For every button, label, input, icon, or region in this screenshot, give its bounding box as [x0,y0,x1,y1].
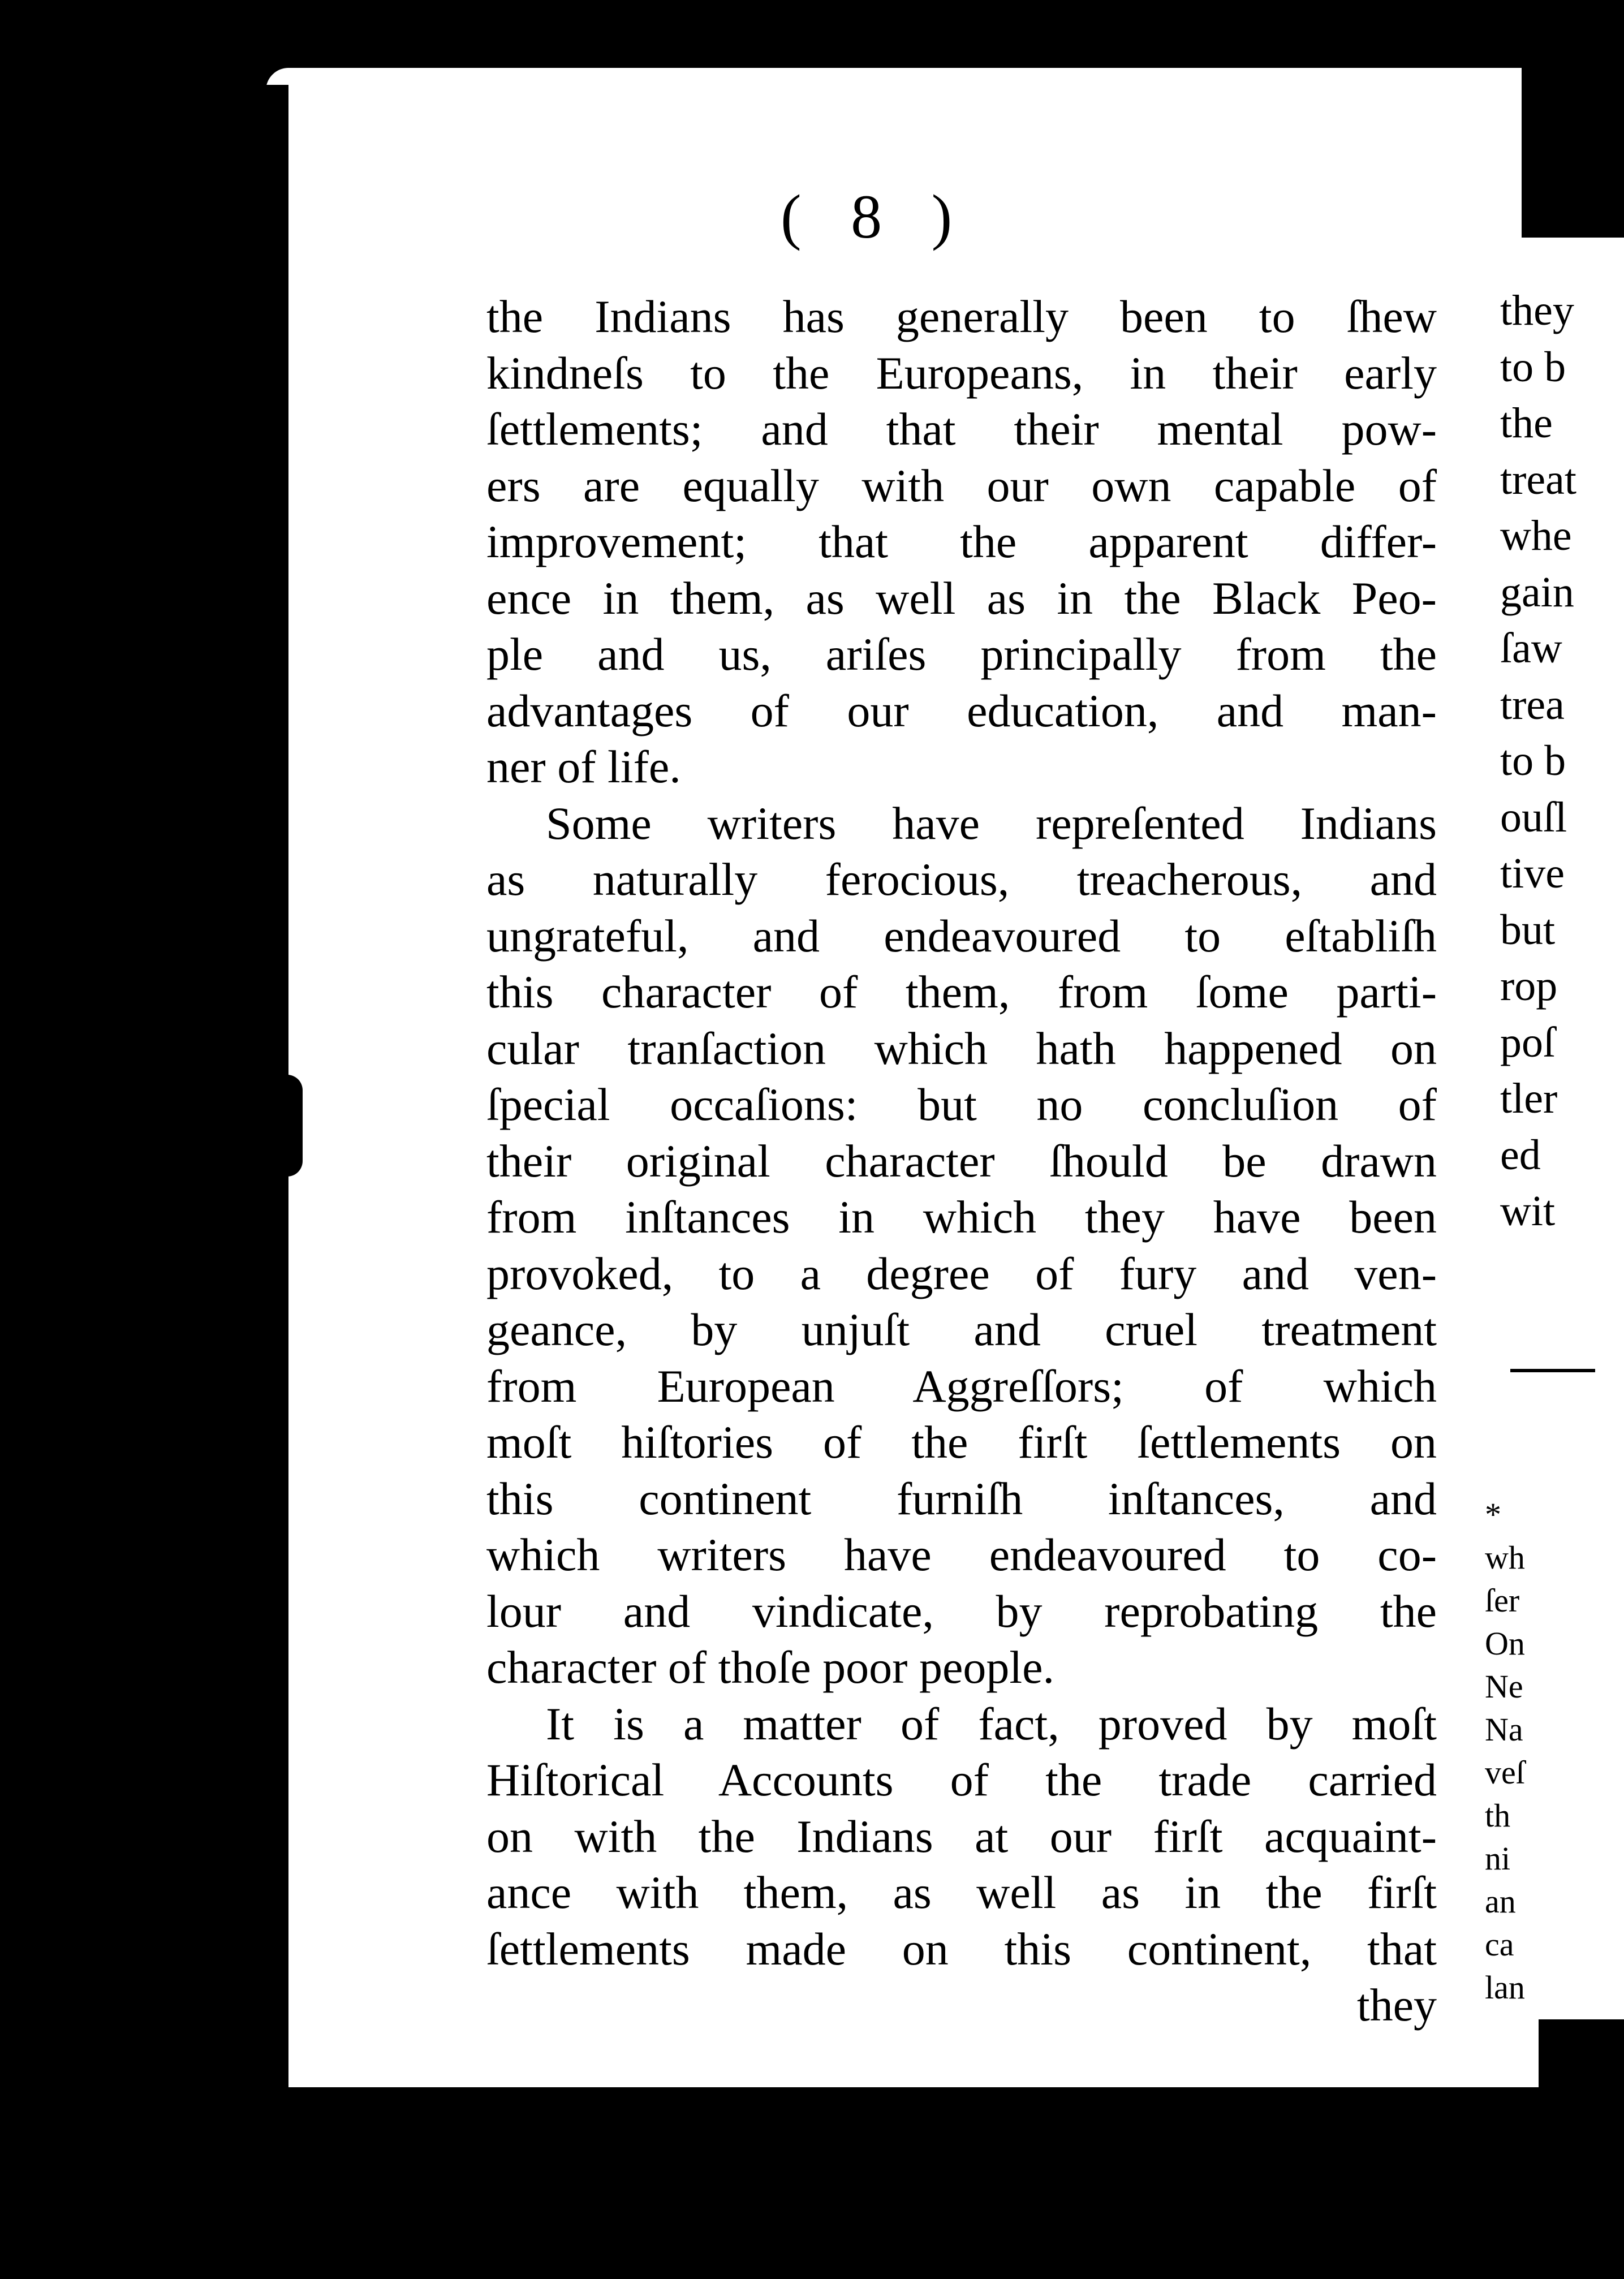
text-line: improvement; that the apparent differ- [486,516,1437,567]
facing-text-line: ed [1500,1131,1541,1179]
text-line: from inſtances in which they have been [486,1191,1437,1243]
facing-text-line: poſ [1500,1018,1556,1066]
footnote-line: veſ [1485,1754,1525,1791]
footnote-line: wh [1485,1539,1525,1576]
page-number: ( 8 ) [781,182,970,251]
text-line: geance, by unjuſt and cruel treatment [486,1304,1437,1355]
facing-text-line: to b [1500,343,1566,391]
facing-text-line: ouſl [1500,793,1567,841]
footnote-line: Ne [1485,1668,1523,1705]
text-line: kindneſs to the Europeans, in their early [486,347,1437,399]
catchword: they [1356,1979,1437,2031]
facing-page-footnote [1485,1493,1624,2009]
footnote-line: On [1485,1625,1525,1662]
text-line: ence in them, as well as in the Black Peo- [486,572,1437,624]
text-line: on with the Indians at our firſt acquaint- [486,1810,1437,1862]
text-line: ers are equally with our own capable of [486,459,1437,511]
facing-text-line: to b [1500,737,1566,785]
facing-text-line: whe [1500,512,1572,559]
text-line: ſpecial occaſions: but no concluſion of [486,1079,1437,1130]
facing-text-line: but [1500,906,1556,954]
text-line: moſt hiſtories of the firſt ſettlements on [486,1416,1437,1468]
facing-text-line: rop [1500,962,1558,1010]
footnote-line: Na [1485,1711,1523,1748]
text-line: character of thoſe poor people. [486,1642,1055,1693]
facing-text-line: tive [1500,850,1565,897]
bottom-edge-stain [266,2087,1539,2110]
gutter-shadow [1522,68,1544,238]
left-edge-blot [272,1075,303,1177]
footnote-line: ca [1485,1926,1514,1963]
footnote-line: lan [1485,1969,1525,2006]
text-line: as naturally ferocious, treacherous, and [486,854,1437,905]
footnote-line: ni [1485,1840,1511,1877]
text-line: Hiſtorical Accounts of the trade carried [486,1754,1437,1806]
facing-text-line: gain [1500,568,1574,616]
footnote-line: ſer [1485,1582,1520,1619]
text-line: ple and us, ariſes principally from the [486,628,1437,680]
text-line: ner of life. [486,741,681,792]
text-line: the Indians has generally been to ſhew [486,291,1437,342]
facing-text-line: ſaw [1500,624,1562,672]
facing-text-line: the [1500,399,1553,447]
footnote-line: * [1485,1496,1501,1533]
text-line: this character of them, from ſome parti- [486,966,1437,1018]
text-line: ungrateful, and endeavoured to eſtabliſh [486,910,1437,962]
text-line: lour and vindicate, by reprobating the [486,1585,1437,1637]
main-text-block [486,288,1437,2034]
footnote-line: an [1485,1883,1516,1920]
facing-text-line: wit [1500,1187,1556,1235]
facing-text-line: tler [1500,1075,1558,1122]
footnote-rule [1510,1369,1595,1372]
facing-text-line: treat [1500,455,1577,503]
footnote-line: th [1485,1797,1511,1834]
text-line: cular tranſaction which hath happened on [486,1022,1437,1074]
text-line: this continent furniſh inſtances, and [486,1472,1437,1524]
text-line: Some writers have repreſented Indians [546,797,1437,849]
text-line: which writers have endeavoured to co- [486,1529,1437,1580]
text-line: from European Aggreſſors; of which [486,1360,1437,1412]
text-line: ance with them, as well as in the firſt [486,1867,1437,1918]
text-line: provoked, to a degree of fury and ven- [486,1247,1437,1299]
text-line: ſettlements made on this continent, that [486,1923,1437,1975]
facing-text-line: trea [1500,680,1565,729]
facing-page-text [1500,283,1624,1240]
text-line: their original character ſhould be drawn [486,1135,1437,1187]
text-line: ſettlements; and that their mental pow- [486,403,1437,455]
text-line: advantages of our education, and man- [486,684,1437,736]
facing-text-line: they [1500,287,1574,334]
text-line: It is a matter of fact, proved by moſt [546,1698,1437,1750]
